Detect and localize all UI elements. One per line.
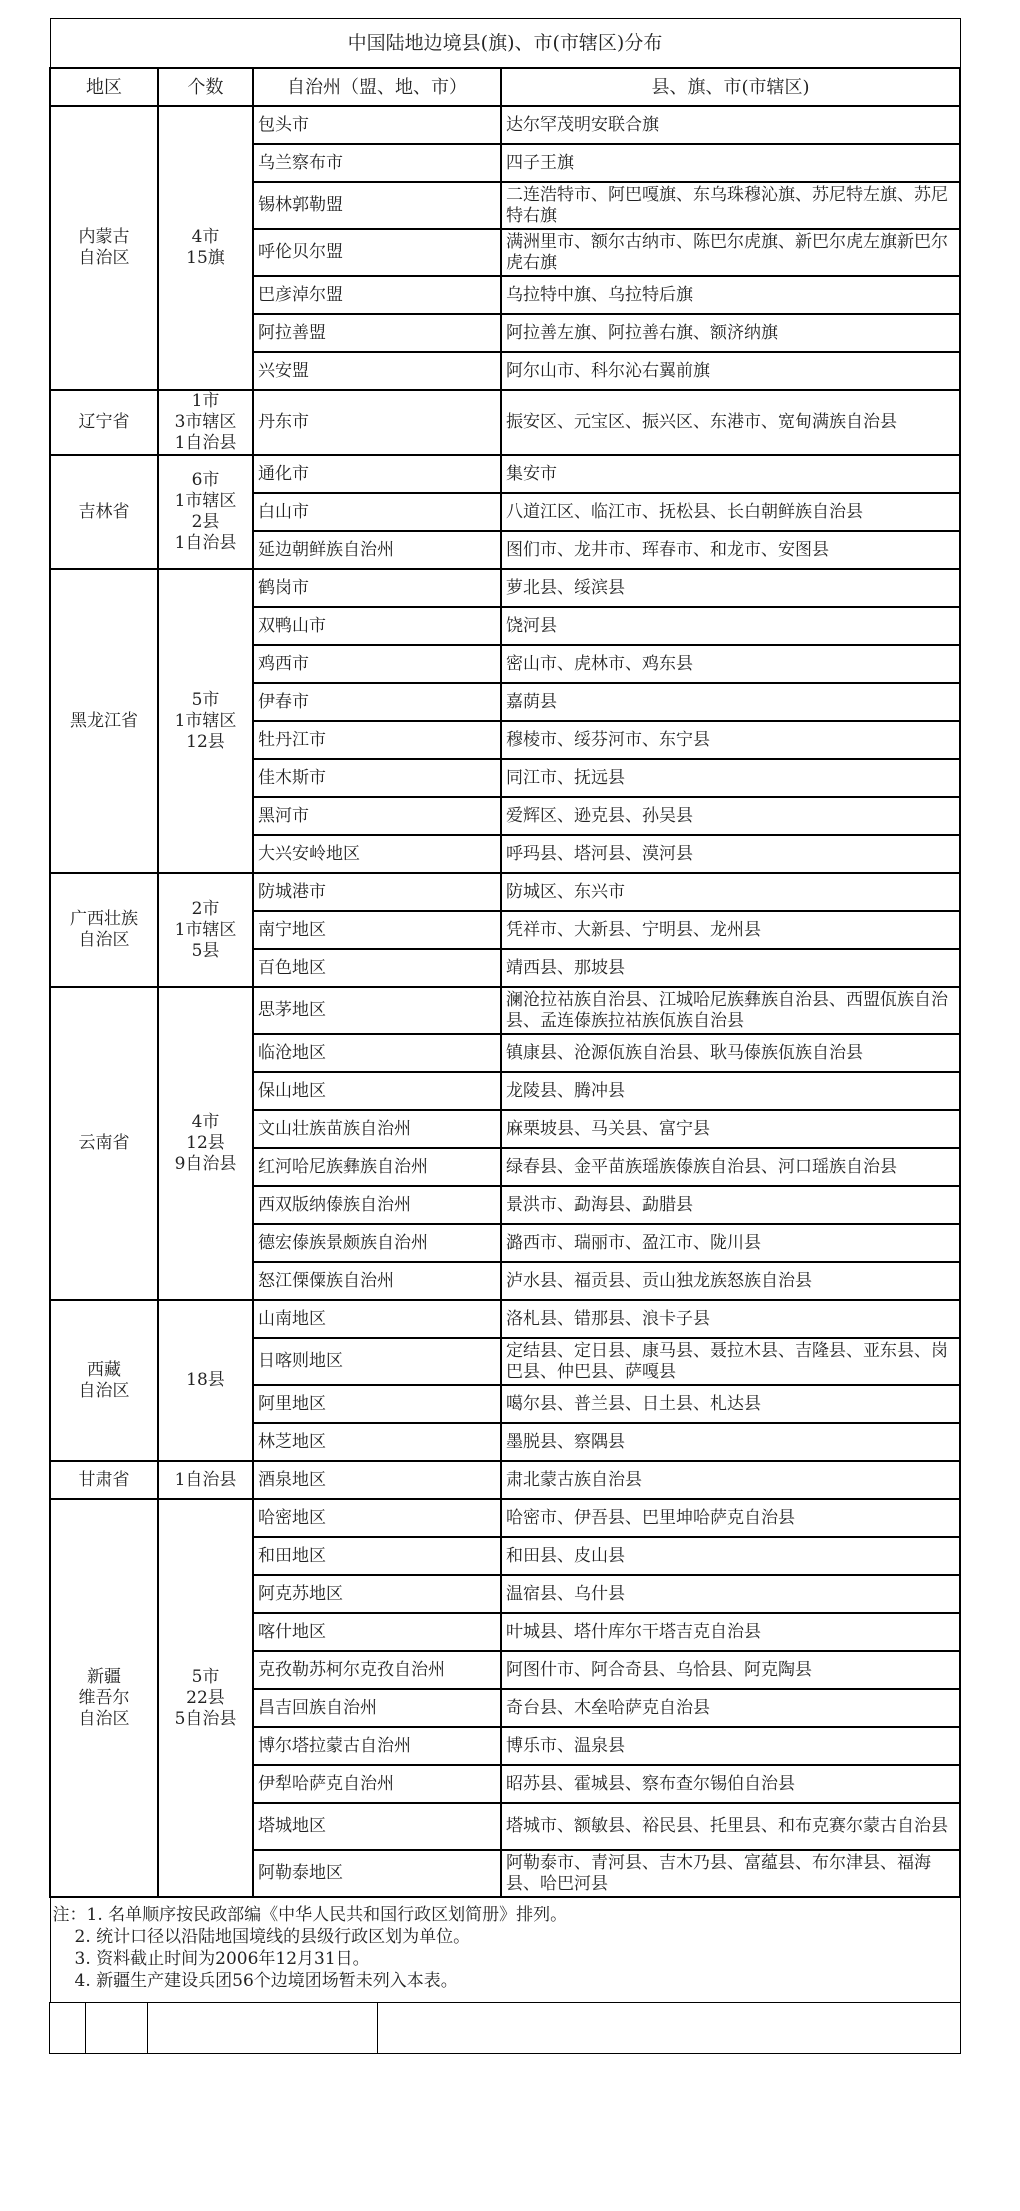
prefecture-cell: 白山市 — [253, 493, 501, 531]
region-name-line: 内蒙古 — [78, 227, 130, 247]
prefecture-cell: 林芝地区 — [253, 1423, 501, 1461]
header-region: 地区 — [50, 68, 158, 106]
counties-cell: 爱辉区、逊克县、孙吴县 — [501, 797, 960, 835]
region-cell — [50, 987, 158, 1300]
note-item-4: 4. 新疆生产建设兵团56个边境团场暂未列入本表。 — [74, 1971, 458, 1991]
region-name-line: 新疆 — [87, 1666, 121, 1687]
counties-cell: 麻栗坡县、马关县、富宁县 — [501, 1110, 960, 1148]
counties-cell: 嘉荫县 — [501, 683, 960, 721]
counties-cell: 乌拉特中旗、乌拉特后旗 — [501, 276, 960, 314]
prefecture-cell: 双鸭山市 — [253, 607, 501, 645]
counties-cell: 墨脱县、察隅县 — [501, 1423, 960, 1461]
prefecture-cell: 阿克苏地区 — [253, 1575, 501, 1613]
region-cell — [50, 1300, 158, 1461]
count-line: 15旗 — [186, 248, 225, 268]
counties-cell: 洛札县、错那县、浪卡子县 — [501, 1300, 960, 1338]
counties-cell: 阿拉善左旗、阿拉善右旗、额济纳旗 — [501, 314, 960, 352]
count-line: 1自治县 — [174, 533, 237, 553]
table-row — [50, 569, 960, 607]
prefecture-cell: 阿勒泰地区 — [253, 1850, 501, 1897]
counties-cell: 潞西市、瑞丽市、盈江市、陇川县 — [501, 1224, 960, 1262]
prefecture-cell: 通化市 — [253, 455, 501, 493]
counties-cell: 防城区、东兴市 — [501, 873, 960, 911]
prefecture-cell: 文山壮族苗族自治州 — [253, 1110, 501, 1148]
counties-cell: 同江市、抚远县 — [501, 759, 960, 797]
note-item-2: 2. 统计口径以沿陆地国境线的县级行政区划为单位。 — [74, 1927, 471, 1947]
table-row — [50, 987, 960, 1034]
count-cell — [158, 390, 253, 455]
table-row — [50, 106, 960, 144]
count-line: 1市辖区 — [174, 491, 237, 511]
prefecture-cell: 锡林郭勒盟 — [253, 182, 501, 229]
empty-footer-grid — [49, 2002, 961, 2054]
counties-cell: 呼玛县、塔河县、漠河县 — [501, 835, 960, 873]
prefecture-cell: 哈密地区 — [253, 1499, 501, 1537]
count-cell — [158, 1300, 253, 1461]
prefecture-cell: 红河哈尼族彝族自治州 — [253, 1148, 501, 1186]
region-name-line: 广西壮族 — [70, 909, 138, 929]
empty-cell — [86, 2003, 148, 2054]
count-line: 5市 — [191, 689, 220, 710]
counties-cell: 达尔罕茂明安联合旗 — [501, 106, 960, 144]
prefecture-cell: 巴彦淖尔盟 — [253, 276, 501, 314]
prefecture-cell: 延边朝鲜族自治州 — [253, 531, 501, 569]
count-cell — [158, 1461, 253, 1499]
region-name-line: 自治区 — [78, 1380, 130, 1401]
region-cell — [50, 1461, 158, 1499]
count-line: 3市辖区 — [174, 412, 237, 432]
prefecture-cell: 丹东市 — [253, 390, 501, 455]
prefecture-cell: 酒泉地区 — [253, 1461, 501, 1499]
counties-cell: 定结县、定日县、康马县、聂拉木县、吉隆县、亚东县、岗巴县、仲巴县、萨嘎县 — [501, 1338, 960, 1385]
counties-cell: 阿勒泰市、青河县、吉木乃县、富蕴县、布尔津县、福海县、哈巴河县 — [501, 1850, 960, 1897]
table-row — [50, 873, 960, 911]
region-name-line: 吉林省 — [78, 501, 130, 522]
prefecture-cell: 牡丹江市 — [253, 721, 501, 759]
region-cell — [50, 106, 158, 390]
region-cell — [50, 390, 158, 455]
count-line: 12县 — [186, 1133, 225, 1153]
count-line: 22县 — [186, 1687, 225, 1708]
prefecture-cell: 呼伦贝尔盟 — [253, 229, 501, 276]
table-row — [50, 455, 960, 493]
prefecture-cell: 阿拉善盟 — [253, 314, 501, 352]
prefecture-cell: 伊犁哈萨克自治州 — [253, 1765, 501, 1803]
counties-cell: 昭苏县、霍城县、察布查尔锡伯自治县 — [501, 1765, 960, 1803]
counties-cell: 叶城县、塔什库尔干塔吉克自治县 — [501, 1613, 960, 1651]
count-cell — [158, 1499, 253, 1897]
counties-cell: 饶河县 — [501, 607, 960, 645]
count-cell — [158, 987, 253, 1300]
count-line: 1市辖区 — [174, 919, 237, 940]
region-name-line: 自治区 — [78, 1708, 130, 1729]
count-line: 6市 — [191, 470, 220, 490]
count-cell — [158, 455, 253, 569]
counties-cell: 镇康县、沧源佤族自治县、耿马傣族佤族自治县 — [501, 1034, 960, 1072]
note-item-3: 3. 资料截止时间为2006年12月31日。 — [74, 1949, 370, 1969]
prefecture-cell: 喀什地区 — [253, 1613, 501, 1651]
region-name-line: 黑龙江省 — [70, 710, 138, 731]
counties-cell: 澜沧拉祜族自治县、江城哈尼族彝族自治县、西盟佤族自治县、孟连傣族拉祜族佤族自治县 — [501, 987, 960, 1034]
counties-cell: 阿图什市、阿合奇县、乌恰县、阿克陶县 — [501, 1651, 960, 1689]
prefecture-cell: 伊春市 — [253, 683, 501, 721]
counties-cell: 龙陵县、腾冲县 — [501, 1072, 960, 1110]
region-name-line: 自治区 — [78, 930, 130, 950]
prefecture-cell: 阿里地区 — [253, 1385, 501, 1423]
empty-cell — [378, 2003, 961, 2054]
count-line: 5县 — [191, 940, 220, 961]
header-prefecture: 自治州（盟、地、市） — [253, 68, 501, 106]
note-line — [53, 1970, 958, 1992]
region-cell — [50, 455, 158, 569]
counties-cell: 肃北蒙古族自治县 — [501, 1461, 960, 1499]
counties-cell: 哈密市、伊吾县、巴里坤哈萨克自治县 — [501, 1499, 960, 1537]
table-row — [50, 1461, 960, 1499]
table-row — [50, 390, 960, 455]
border-county-table-sheet — [49, 18, 961, 2055]
count-line: 1自治县 — [174, 1469, 237, 1490]
counties-cell: 景洪市、勐海县、勐腊县 — [501, 1186, 960, 1224]
prefecture-cell: 防城港市 — [253, 873, 501, 911]
count-line: 9自治县 — [174, 1154, 237, 1174]
counties-cell: 满洲里市、额尔古纳市、陈巴尔虎旗、新巴尔虎左旗新巴尔虎右旗 — [501, 229, 960, 276]
count-line: 1自治县 — [174, 433, 237, 453]
region-cell — [50, 569, 158, 873]
region-name-line: 维吾尔 — [78, 1687, 130, 1708]
note-line — [53, 1926, 958, 1948]
prefecture-cell: 兴安盟 — [253, 352, 501, 390]
prefecture-cell: 思茅地区 — [253, 987, 501, 1034]
prefecture-cell: 鹤岗市 — [253, 569, 501, 607]
count-line: 5自治县 — [174, 1708, 237, 1729]
counties-cell: 凭祥市、大新县、宁明县、龙州县 — [501, 911, 960, 949]
count-line: 12县 — [186, 731, 225, 752]
count-cell — [158, 873, 253, 987]
region-name-line: 甘肃省 — [78, 1469, 130, 1490]
notes-prefix: 注： — [52, 1905, 87, 1925]
counties-cell: 噶尔县、普兰县、日土县、札达县 — [501, 1385, 960, 1423]
region-cell — [50, 1499, 158, 1897]
region-name-line: 西藏 — [87, 1359, 121, 1380]
prefecture-cell: 山南地区 — [253, 1300, 501, 1338]
border-county-table — [49, 18, 961, 2003]
counties-cell: 四子王旗 — [501, 144, 960, 182]
count-line: 2县 — [191, 512, 220, 532]
counties-cell: 奇台县、木垒哈萨克自治县 — [501, 1689, 960, 1727]
note-line — [53, 1904, 958, 1926]
prefecture-cell: 乌兰察布市 — [253, 144, 501, 182]
empty-cell — [148, 2003, 378, 2054]
counties-cell: 八道江区、临江市、抚松县、长白朝鲜族自治县 — [501, 493, 960, 531]
counties-cell: 塔城市、额敏县、裕民县、托里县、和布克赛尔蒙古自治县 — [501, 1803, 960, 1850]
prefecture-cell: 怒江傈僳族自治州 — [253, 1262, 501, 1300]
region-name-line: 云南省 — [78, 1133, 130, 1153]
count-line: 4市 — [191, 1112, 220, 1132]
count-cell — [158, 106, 253, 390]
table-body — [50, 106, 960, 1897]
count-line: 1市辖区 — [174, 710, 237, 731]
counties-cell: 绿春县、金平苗族瑶族傣族自治县、河口瑶族自治县 — [501, 1148, 960, 1186]
counties-cell: 萝北县、绥滨县 — [501, 569, 960, 607]
counties-cell: 密山市、虎林市、鸡东县 — [501, 645, 960, 683]
region-name-line: 自治区 — [78, 248, 130, 268]
count-line: 18县 — [186, 1370, 225, 1390]
table-row — [50, 1499, 960, 1537]
prefecture-cell: 博尔塔拉蒙古自治州 — [253, 1727, 501, 1765]
header-count: 个数 — [158, 68, 253, 106]
count-line: 1市 — [191, 391, 220, 411]
note-line — [53, 1948, 958, 1970]
prefecture-cell: 鸡西市 — [253, 645, 501, 683]
prefecture-cell: 德宏傣族景颇族自治州 — [253, 1224, 501, 1262]
count-line: 5市 — [191, 1666, 220, 1687]
count-line: 2市 — [191, 898, 220, 919]
prefecture-cell: 克孜勒苏柯尔克孜自治州 — [253, 1651, 501, 1689]
counties-cell: 博乐市、温泉县 — [501, 1727, 960, 1765]
prefecture-cell: 佳木斯市 — [253, 759, 501, 797]
counties-cell: 振安区、元宝区、振兴区、东港市、宽甸满族自治县 — [501, 390, 960, 455]
prefecture-cell: 保山地区 — [253, 1072, 501, 1110]
counties-cell: 图们市、龙井市、珲春市、和龙市、安图县 — [501, 531, 960, 569]
counties-cell: 集安市 — [501, 455, 960, 493]
region-name-line: 辽宁省 — [78, 412, 130, 432]
header-counties: 县、旗、市(市辖区) — [501, 68, 960, 106]
notes-block — [50, 1897, 960, 2003]
counties-cell: 穆棱市、绥芬河市、东宁县 — [501, 721, 960, 759]
prefecture-cell: 日喀则地区 — [253, 1338, 501, 1385]
region-cell — [50, 873, 158, 987]
counties-cell: 和田县、皮山县 — [501, 1537, 960, 1575]
counties-cell: 温宿县、乌什县 — [501, 1575, 960, 1613]
prefecture-cell: 昌吉回族自治州 — [253, 1689, 501, 1727]
prefecture-cell: 西双版纳傣族自治州 — [253, 1186, 501, 1224]
table-title: 中国陆地边境县(旗)、市(市辖区)分布 — [50, 19, 960, 69]
counties-cell: 阿尔山市、科尔沁右翼前旗 — [501, 352, 960, 390]
counties-cell: 靖西县、那坡县 — [501, 949, 960, 987]
prefecture-cell: 临沧地区 — [253, 1034, 501, 1072]
prefecture-cell: 塔城地区 — [253, 1803, 501, 1850]
prefecture-cell: 包头市 — [253, 106, 501, 144]
prefecture-cell: 百色地区 — [253, 949, 501, 987]
count-cell — [158, 569, 253, 873]
empty-cell — [50, 2003, 86, 2054]
prefecture-cell: 黑河市 — [253, 797, 501, 835]
prefecture-cell: 南宁地区 — [253, 911, 501, 949]
counties-cell: 二连浩特市、阿巴嘎旗、东乌珠穆沁旗、苏尼特左旗、苏尼特右旗 — [501, 182, 960, 229]
count-line: 4市 — [191, 227, 220, 247]
table-row — [50, 1300, 960, 1338]
prefecture-cell: 和田地区 — [253, 1537, 501, 1575]
counties-cell: 泸水县、福贡县、贡山独龙族怒族自治县 — [501, 1262, 960, 1300]
prefecture-cell: 大兴安岭地区 — [253, 835, 501, 873]
note-item-1: 1. 名单顺序按民政部编《中华人民共和国行政区划简册》排列。 — [86, 1905, 568, 1925]
